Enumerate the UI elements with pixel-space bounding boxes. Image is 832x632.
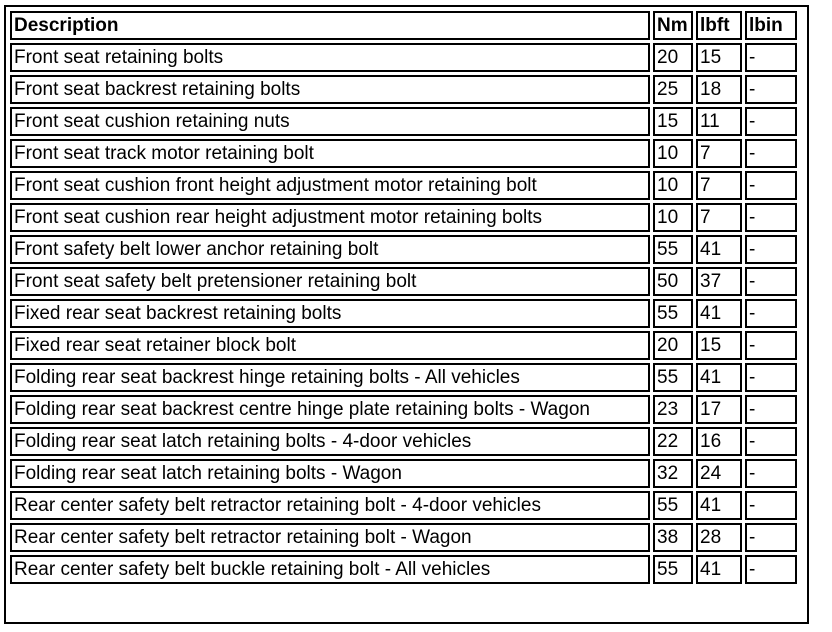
cell-nm: 22 [653, 427, 693, 456]
cell-lbin: - [745, 395, 797, 424]
table-row [10, 363, 797, 392]
table-row [10, 427, 797, 456]
table-row [10, 331, 797, 360]
cell-nm: 25 [653, 75, 693, 104]
cell-nm: 55 [653, 555, 693, 584]
cell-description: Front seat backrest retaining bolts [10, 75, 650, 104]
cell-lbin: - [745, 171, 797, 200]
cell-lbin: - [745, 427, 797, 456]
cell-nm: 38 [653, 523, 693, 552]
cell-lbin: - [745, 331, 797, 360]
cell-lbft: 41 [696, 491, 742, 520]
cell-lbin: - [745, 139, 797, 168]
cell-nm: 15 [653, 107, 693, 136]
cell-lbft: 41 [696, 299, 742, 328]
header-nm: Nm [653, 11, 693, 40]
cell-lbin: - [745, 43, 797, 72]
cell-nm: 10 [653, 203, 693, 232]
cell-description: Front seat cushion front height adjustment motor retaining bolt [10, 171, 650, 200]
cell-lbft: 15 [696, 331, 742, 360]
cell-lbin: - [745, 267, 797, 296]
table-header-row [10, 11, 797, 40]
cell-description: Front seat safety belt pretensioner retaining bolt [10, 267, 650, 296]
cell-lbft: 7 [696, 203, 742, 232]
cell-description: Folding rear seat latch retaining bolts - 4-door vehicles [10, 427, 650, 456]
cell-nm: 55 [653, 491, 693, 520]
cell-lbft: 24 [696, 459, 742, 488]
cell-description: Folding rear seat backrest hinge retaining bolts - All vehicles [10, 363, 650, 392]
cell-lbft: 7 [696, 171, 742, 200]
cell-lbin: - [745, 235, 797, 264]
cell-lbft: 28 [696, 523, 742, 552]
cell-lbft: 37 [696, 267, 742, 296]
header-description: Description [10, 11, 650, 40]
table-body [10, 43, 797, 584]
cell-lbin: - [745, 363, 797, 392]
table-row [10, 75, 797, 104]
cell-description: Folding rear seat latch retaining bolts - Wagon [10, 459, 650, 488]
cell-nm: 50 [653, 267, 693, 296]
table-row [10, 459, 797, 488]
table-row [10, 299, 797, 328]
cell-lbft: 18 [696, 75, 742, 104]
cell-description: Front seat retaining bolts [10, 43, 650, 72]
cell-nm: 23 [653, 395, 693, 424]
cell-lbft: 41 [696, 235, 742, 264]
cell-lbin: - [745, 523, 797, 552]
cell-nm: 20 [653, 331, 693, 360]
table-row [10, 235, 797, 264]
cell-lbin: - [745, 459, 797, 488]
cell-nm: 55 [653, 235, 693, 264]
cell-lbft: 41 [696, 555, 742, 584]
table-row [10, 395, 797, 424]
header-lbin: lbin [745, 11, 797, 40]
cell-description: Fixed rear seat retainer block bolt [10, 331, 650, 360]
cell-lbin: - [745, 75, 797, 104]
cell-nm: 55 [653, 299, 693, 328]
table-row [10, 107, 797, 136]
cell-description: Folding rear seat backrest centre hinge plate retaining bolts - Wagon [10, 395, 650, 424]
table-row [10, 555, 797, 584]
cell-nm: 10 [653, 171, 693, 200]
table-row [10, 139, 797, 168]
cell-lbin: - [745, 555, 797, 584]
cell-lbin: - [745, 491, 797, 520]
header-lbft: lbft [696, 11, 742, 40]
cell-lbin: - [745, 107, 797, 136]
cell-description: Front seat track motor retaining bolt [10, 139, 650, 168]
cell-lbft: 17 [696, 395, 742, 424]
cell-description: Front safety belt lower anchor retaining bolt [10, 235, 650, 264]
cell-lbft: 7 [696, 139, 742, 168]
cell-nm: 55 [653, 363, 693, 392]
cell-lbft: 41 [696, 363, 742, 392]
torque-spec-table [7, 8, 800, 587]
cell-description: Fixed rear seat backrest retaining bolts [10, 299, 650, 328]
cell-nm: 20 [653, 43, 693, 72]
cell-description: Rear center safety belt buckle retaining bolt - All vehicles [10, 555, 650, 584]
cell-lbft: 16 [696, 427, 742, 456]
cell-lbin: - [745, 299, 797, 328]
cell-description: Rear center safety belt retractor retaining bolt - Wagon [10, 523, 650, 552]
cell-nm: 10 [653, 139, 693, 168]
cell-lbft: 11 [696, 107, 742, 136]
cell-description: Front seat cushion retaining nuts [10, 107, 650, 136]
cell-description: Front seat cushion rear height adjustment motor retaining bolts [10, 203, 650, 232]
table-row [10, 523, 797, 552]
table-row [10, 43, 797, 72]
table-row [10, 203, 797, 232]
table-row [10, 267, 797, 296]
table-row [10, 171, 797, 200]
table-row [10, 491, 797, 520]
cell-description: Rear center safety belt retractor retaining bolt - 4-door vehicles [10, 491, 650, 520]
cell-nm: 32 [653, 459, 693, 488]
cell-lbft: 15 [696, 43, 742, 72]
cell-lbin: - [745, 203, 797, 232]
